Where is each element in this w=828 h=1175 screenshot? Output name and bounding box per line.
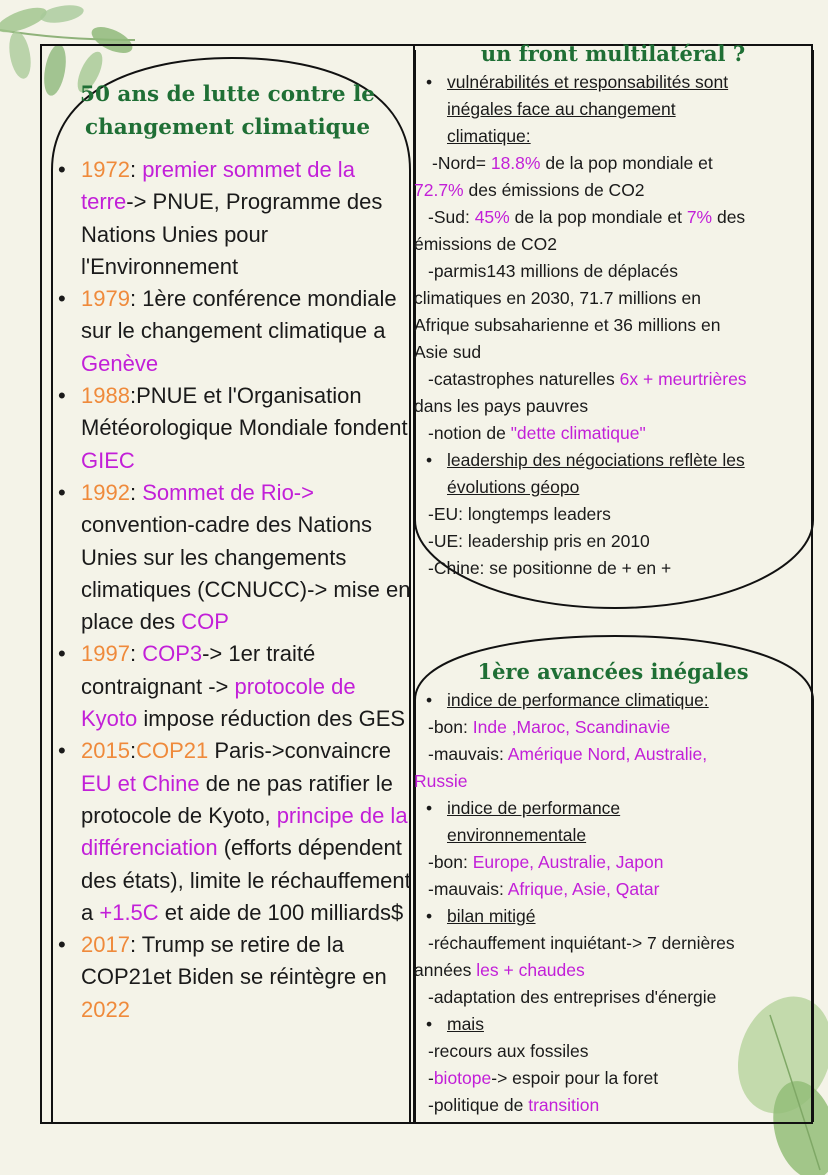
highlight: GIEC xyxy=(81,447,135,473)
timeline-item-2017 xyxy=(52,929,412,1026)
highlight: 72.7% xyxy=(414,180,464,200)
text: de la pop mondiale et xyxy=(540,153,713,173)
line-nord-cont xyxy=(414,177,812,204)
line-bon-1 xyxy=(414,714,812,741)
text: -mauvais: xyxy=(428,879,508,899)
right-bottom-title: 1ère avancées inégales xyxy=(477,659,749,684)
bullet-cont xyxy=(414,123,812,150)
year-label: 1988 xyxy=(81,383,130,409)
right-top-title: un front multilatéral ? xyxy=(480,41,746,66)
bullet-cont xyxy=(414,822,812,849)
year-label: 1972 xyxy=(81,157,130,182)
timeline-item-2015 xyxy=(52,735,412,929)
line-mauvais-1 xyxy=(414,741,812,768)
right-top-content xyxy=(414,69,812,582)
line-rechauffement: -réchauffement inquiétant-> 7 dernières xyxy=(428,933,735,953)
year-label: 2017 xyxy=(81,932,130,958)
text: des xyxy=(712,207,746,227)
line-chine: -Chine: se positionne de + en + xyxy=(428,558,672,578)
left-title-line2: changement climatique xyxy=(84,115,371,140)
line-parmis-2: climatiques en 2030, 71.7 millions en xyxy=(414,288,701,308)
year-label: 1997 xyxy=(81,641,130,667)
line-adaptation: -adaptation des entreprises d'énergie xyxy=(428,987,717,1007)
timeline-item-1988 xyxy=(52,380,412,477)
line-parmis-4: Asie sud xyxy=(414,342,482,362)
item-text: -> 1er traité contraignant -> xyxy=(81,641,316,699)
highlight: COP3 xyxy=(142,641,203,667)
text: années xyxy=(414,960,477,980)
timeline-list xyxy=(52,154,412,1026)
bullet-text: leadership des négociations reflète les xyxy=(447,450,745,470)
bullet-text: vulnérabilités et responsabilités sont xyxy=(447,72,729,92)
bullet-vulnerabilites xyxy=(414,69,812,96)
bullet-indice-climatique xyxy=(414,687,812,714)
text: de la pop mondiale et xyxy=(509,207,687,227)
line-catastrophes xyxy=(414,366,812,393)
bullet-cont xyxy=(414,474,812,501)
timeline-item-1979 xyxy=(52,283,412,380)
separator: : xyxy=(129,286,143,312)
highlight: biotope xyxy=(433,1068,492,1088)
line-eu: -EU: longtemps leaders xyxy=(428,504,611,524)
item-text: impose réduction des GES xyxy=(137,706,406,732)
highlight: 2022 xyxy=(81,996,130,1022)
highlight: EU et Chine xyxy=(81,770,200,796)
separator: : xyxy=(129,157,143,182)
text: - xyxy=(428,1068,434,1088)
bullet-text: inégales face au changement xyxy=(447,99,676,119)
right-bottom-content xyxy=(414,687,812,1119)
highlight: 18.8% xyxy=(490,153,541,173)
text: -notion de xyxy=(428,423,511,443)
highlight: Afrique, Asie, Qatar xyxy=(507,879,660,899)
timeline-item-1972 xyxy=(52,154,412,283)
text: -mauvais: xyxy=(428,744,508,764)
line-parmis-1: -parmis143 millions de déplacés xyxy=(428,261,678,281)
line-ue: -UE: leadership pris en 2010 xyxy=(428,531,650,551)
text: -bon: xyxy=(428,717,473,737)
highlight: transition xyxy=(528,1095,600,1115)
highlight: "dette climatique" xyxy=(510,423,646,443)
bullet-indice-environnemental xyxy=(414,795,812,822)
text: -catastrophes naturelles xyxy=(428,369,620,389)
line-sud-cont: émissions de CO2 xyxy=(414,234,557,254)
highlight: Amérique Nord, Australie, xyxy=(507,744,708,764)
line-sud xyxy=(414,204,812,231)
bullet-text: indice de performance climatique: xyxy=(447,690,709,710)
highlight: Europe, Australie, Japon xyxy=(472,852,664,872)
highlight: Genève xyxy=(81,350,159,376)
bullet-leadership xyxy=(414,447,812,474)
line-recours: -recours aux fossiles xyxy=(428,1041,589,1061)
bullet-bilan xyxy=(414,903,812,930)
bullet-text: climatique: xyxy=(447,126,531,146)
highlight: premier sommet de la terre xyxy=(81,157,355,215)
separator: : xyxy=(129,738,137,764)
item-text: -> PNUE, Programme des Nations Unies pour l'Environnement xyxy=(81,189,383,279)
line-catastrophes-cont: dans les pays pauvres xyxy=(414,396,589,416)
item-text: (efforts dépendent des états), limite le réchauffement a xyxy=(81,835,411,925)
highlight: Inde ,Maroc, Scandinavie xyxy=(472,717,671,737)
timeline-item-1992 xyxy=(52,477,412,638)
line-nord xyxy=(414,150,812,177)
timeline-item-1997 xyxy=(52,638,412,735)
year-label: 1979 xyxy=(81,286,130,312)
highlight: 45% xyxy=(474,207,510,227)
item-text: Trump se retire de la COP21et Biden se réintègre en xyxy=(81,932,387,990)
text: -Nord= xyxy=(432,153,491,173)
highlight: 6x + meurtrières xyxy=(619,369,747,389)
line-rechauffement-cont xyxy=(414,957,812,984)
highlight: Sommet de Rio-> xyxy=(142,479,314,505)
highlight: les + chaudes xyxy=(476,960,585,980)
text: -bon: xyxy=(428,852,473,872)
item-text: Paris->convaincre xyxy=(208,738,392,764)
item-text: et aide de 100 milliards$ xyxy=(158,899,404,925)
bullet-text: mais xyxy=(447,1014,484,1034)
bullet-mais xyxy=(414,1011,812,1038)
line-parmis-3: Afrique subsaharienne et 36 millions en xyxy=(414,315,721,335)
text: -> espoir pour la foret xyxy=(491,1068,659,1088)
highlight: Russie xyxy=(414,771,468,791)
bullet-text: indice de performance xyxy=(447,798,621,818)
separator: : xyxy=(129,479,143,505)
item-text: convention-cadre des Nations Unies sur les changements climatiques (CCNUCC)-> mise en place des xyxy=(81,512,411,635)
line-notion xyxy=(414,420,812,447)
text: des émissions de CO2 xyxy=(463,180,645,200)
item-text: de ne pas ratifier le protocole de Kyoto, xyxy=(81,770,393,828)
highlight: +1.5C xyxy=(99,899,159,925)
item-text: PNUE et l'Organisation Météorologique Mondiale fondent xyxy=(81,383,408,441)
line-politique xyxy=(414,1092,812,1119)
left-title xyxy=(60,78,395,144)
highlight: protocole de Kyoto xyxy=(81,673,356,732)
line-mauvais-2 xyxy=(414,876,812,903)
text: -politique de xyxy=(428,1095,529,1115)
line-mauvais-1-cont xyxy=(414,768,812,795)
separator: : xyxy=(129,932,142,958)
highlight: principe de la différenciation xyxy=(81,802,408,861)
line-bon-2 xyxy=(414,849,812,876)
bullet-cont xyxy=(414,96,812,123)
year-label: 1992 xyxy=(81,479,130,505)
text: -Sud: xyxy=(428,207,475,227)
bullet-text: environnementale xyxy=(447,825,587,845)
separator: : xyxy=(129,383,137,409)
bullet-text: évolutions géopo xyxy=(447,477,580,497)
line-biotope xyxy=(414,1065,812,1092)
highlight: 7% xyxy=(686,207,713,227)
highlight: COP21 xyxy=(136,738,209,764)
separator: : xyxy=(129,641,143,667)
bullet-text: bilan mitigé xyxy=(447,906,536,926)
left-title-line1: 50 ans de lutte contre le xyxy=(80,82,375,107)
highlight: COP xyxy=(181,609,229,635)
year-label: 2015 xyxy=(81,738,130,764)
item-text: 1ère conférence mondiale sur le changement climatique a xyxy=(81,286,397,344)
